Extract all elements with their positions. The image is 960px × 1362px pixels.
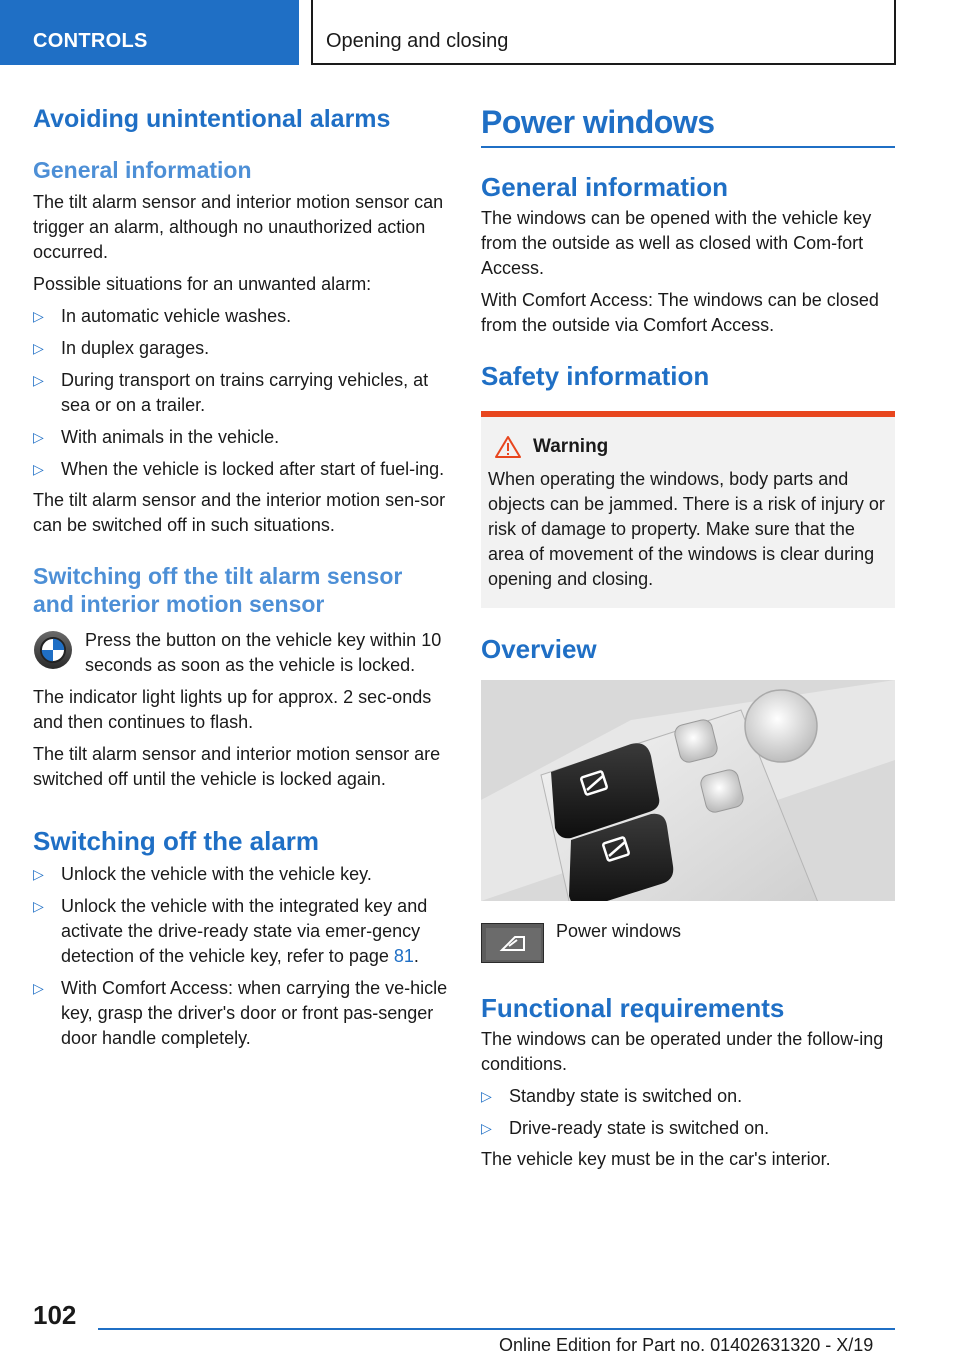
list-triangle-icon: ▷ [481, 1088, 492, 1104]
subheading-safety-information: Safety information [481, 361, 710, 391]
paragraph: The indicator light lights up for approx. 2 sec-onds and then continues to flash. [33, 687, 432, 732]
alarm-steps-list [33, 862, 449, 1051]
list-triangle-icon: ▷ [33, 461, 44, 477]
paragraph: The windows can be operated under the follow-ing conditions. [481, 1029, 884, 1074]
warning-text: When operating the windows, body parts and objects can be jammed. There is a risk of injury or risk of damage to property. Make sure that the area of movement of the windows is clear during opening and closing. [488, 469, 885, 589]
list-item: ▷ In duplex garages. [33, 336, 449, 361]
subheading-general-information: General information [481, 172, 729, 202]
list-triangle-icon: ▷ [33, 429, 44, 445]
list-triangle-icon: ▷ [33, 980, 44, 996]
bmw-key-button-icon [33, 630, 73, 670]
subheading-general-information: General information [33, 157, 252, 183]
list-item: ▷ In automatic vehicle washes. [33, 304, 449, 329]
list-triangle-icon: ▷ [33, 372, 44, 388]
situations-list [33, 304, 449, 482]
paragraph: The tilt alarm sensor and the interior motion sen-sor can be switched off in such situations. [33, 490, 446, 535]
key-button-instruction [33, 628, 449, 678]
heading-switching-off-alarm: Switching off the alarm [33, 826, 320, 856]
paragraph: The windows can be opened with the vehicle key from the outside as well as closed with Com-fort Access. [481, 208, 872, 278]
paragraph: The tilt alarm sensor and interior motion sensor can trigger an alarm, although no unauthorized action occurred. [33, 192, 444, 262]
list-item: ▷ Unlock the vehicle with the vehicle key. [33, 862, 449, 887]
list-triangle-icon: ▷ [33, 898, 44, 914]
header-chapter-label: Opening and closing [326, 30, 509, 52]
subheading-functional-requirements: Functional requirements [481, 993, 785, 1023]
list-triangle-icon: ▷ [33, 308, 44, 324]
paragraph: The tilt alarm sensor and interior motion sensor are switched off until the vehicle is locked again. [33, 744, 441, 789]
requirements-list [481, 1084, 895, 1141]
header-section [0, 0, 299, 65]
power-window-switch-photo [481, 680, 895, 901]
list-triangle-icon: ▷ [481, 1120, 492, 1136]
header-section-label: CONTROLS [33, 30, 148, 52]
list-item: ▷ During transport on trains carrying vehicles, at sea or on a trailer. [33, 370, 429, 415]
list-item: ▷ Drive-ready state is switched on. [481, 1116, 895, 1141]
warning-header [488, 435, 887, 459]
list-item: ▷ With Comfort Access: when carrying the ve-hicle key, grasp the driver's door or front pas-senger door handle completely. [33, 978, 448, 1048]
paragraph: Possible situations for an unwanted alarm: [33, 274, 372, 294]
paragraph: Press the button on the vehicle key within 10 seconds as soon as the vehicle is locked. [85, 630, 442, 675]
list-triangle-icon: ▷ [33, 340, 44, 356]
paragraph: The vehicle key must be in the car's interior. [481, 1149, 831, 1169]
power-window-switch-icon [481, 923, 544, 963]
page-reference-link[interactable]: 81 [393, 946, 414, 966]
warning-box [481, 411, 895, 608]
icon-legend-row [481, 923, 895, 963]
paragraph: With Comfort Access: The windows can be closed from the outside via Comfort Access. [481, 290, 879, 335]
icon-caption: Power windows [556, 921, 682, 941]
warning-triangle-icon [494, 435, 522, 459]
warning-label: Warning [533, 436, 609, 457]
left-column [33, 100, 449, 1051]
list-item: ▷ With animals in the vehicle. [33, 425, 449, 450]
header-chapter [311, 0, 896, 65]
right-column [481, 100, 895, 1172]
list-item: ▷ When the vehicle is locked after start of fuel-ing. [33, 457, 449, 482]
title-rule [481, 146, 895, 148]
section-title-avoiding-alarms: Avoiding unintentional alarms [33, 105, 391, 133]
subheading-overview: Overview [481, 634, 597, 664]
list-item: ▷ Unlock the vehicle with the integrated key and activate the drive-ready state via emer-gency detection of the vehicle key, refer to page 81. [33, 896, 428, 966]
list-item: ▷ Standby state is switched on. [481, 1084, 895, 1109]
page-number: 102 [33, 1300, 77, 1330]
footer-edition: Online Edition for Part no. 01402631320 - X/19 [499, 1335, 874, 1355]
subheading-switching-off-sensor: Switching off the tilt alarm sensor and interior motion sensor [33, 563, 403, 617]
footer-rule [98, 1328, 895, 1330]
section-title-power-windows: Power windows [481, 104, 715, 140]
list-triangle-icon: ▷ [33, 866, 44, 882]
